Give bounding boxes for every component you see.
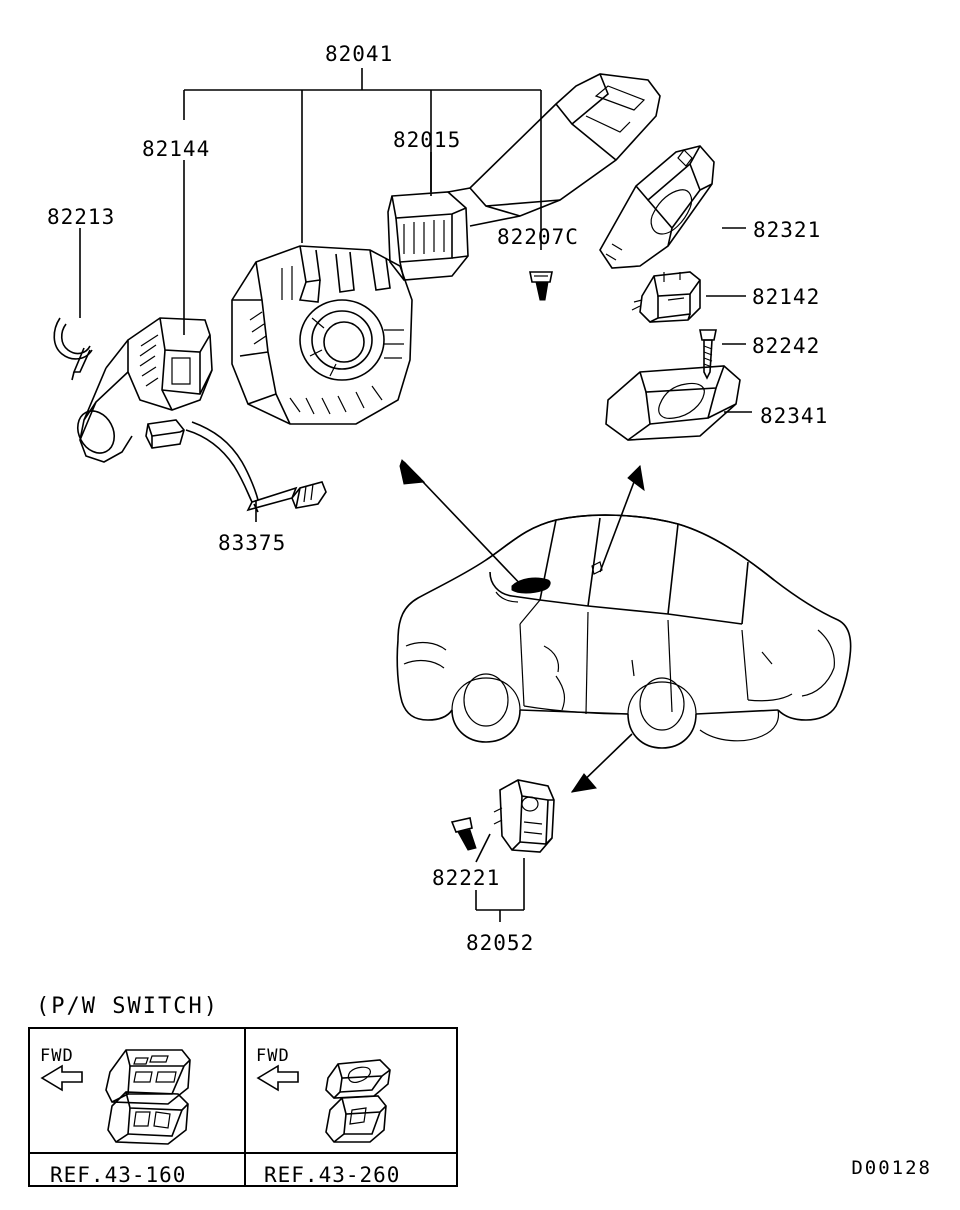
callout-label-82321: 82321 [753,218,822,242]
fwd-label-right: FWD [256,1046,290,1066]
callout-label-82213: 82213 [47,205,116,229]
callout-label-83375: 83375 [218,531,287,555]
pw-switch-divider [244,1027,246,1187]
callout-label-82052: 82052 [466,931,535,955]
fwd-label-left: FWD [40,1046,74,1066]
callout-label-82144: 82144 [142,137,211,161]
callout-label-82221: 82221 [432,866,501,890]
pw-ref-right: REF.43-260 [264,1163,401,1187]
pw-switch-title: (P/W SWITCH) [36,994,219,1019]
callout-label-82207c: 82207C [497,225,579,249]
callout-label-82341: 82341 [760,404,829,428]
callout-label-82142: 82142 [752,285,821,309]
pw-switch-footer-rule [28,1152,458,1154]
pw-ref-left: REF.43-160 [50,1163,187,1187]
drawing-number: D00128 [851,1157,932,1179]
callout-label-82041: 82041 [325,42,394,66]
callout-label-82015: 82015 [393,128,462,152]
callout-label-82242: 82242 [752,334,821,358]
